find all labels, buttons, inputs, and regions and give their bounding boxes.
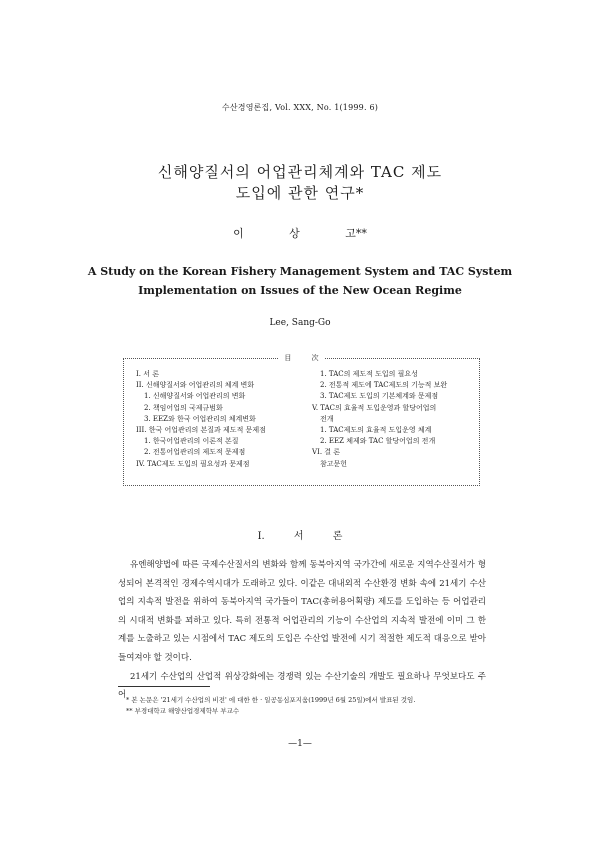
- toc-item: 참고문헌: [320, 459, 348, 468]
- toc-item: I. 서 론: [136, 370, 159, 378]
- footnote: * 본 논문은 '21세기 수산업의 비전' 에 대한 한 · 일공동심포지움(1999년 6월 25일)에서 발표된 것임.: [126, 696, 416, 704]
- toc-item: VI. 결 론: [312, 448, 341, 457]
- toc-item: 2. 전통어업관리의 제도적 문제점: [144, 448, 246, 457]
- toc-item: 2. 전통적 제도에 TAC제도의 기능적 보완: [320, 381, 448, 390]
- toc-item: 1. TAC제도의 효율적 도입운영 체계: [320, 426, 432, 435]
- toc-item: III. 한국 어업관리의 본질과 제도적 문제점: [136, 426, 266, 435]
- english-author: Lee, Sang-Go: [269, 318, 331, 328]
- paragraph: 유엔해양법에 따른 국제수산질서의 변화와 함께 동북아지역 국가간에 새로운 지역수산질서가 형성되어 본격적인 경제수역시대가 도래하고 있다. 이같은 대내외적 수산환경 변화 속에 21세기 수산업의 지속적 발전을 위하여 동북아지역 국가들이 TAC(총허용어획량) 제도를 도입하는 등 어업관리의 시대적 변화를 꾀하고 있다. 특히 전통적 어업관리의 기능이 수산업의 지속적 발전에 이미 그 한계를 노출하고 있는 시점에서 TAC 제도의 도입은 수산업 발전에 시기 적절한 제도적 대응으로 받아들여져야 할 것이다.: [118, 560, 486, 663]
- footnote-divider: [118, 686, 210, 687]
- body-text: [118, 556, 486, 705]
- english-title-line1: A Study on the Korean Fishery Management System and TAC System: [87, 265, 513, 278]
- footnote: ** 부경대학교 해양산업경제학부 부교수: [126, 707, 240, 715]
- toc-item: IV. TAC제도 도입의 필요성과 문제점: [136, 459, 250, 468]
- toc-item: 전개: [320, 414, 334, 423]
- page-number: —1—: [288, 739, 312, 749]
- section-heading: I. 서 론: [257, 531, 343, 542]
- korean-title-line2: 도입에 관한 연구*: [235, 184, 365, 202]
- toc-item: II. 신해양질서와 어업관리의 체계 변화: [136, 381, 255, 390]
- korean-title: [0, 162, 600, 204]
- korean-title-line1: 신해양질서의 어업관리체계와 TAC 제도: [157, 163, 443, 181]
- paragraph: 21세기 수산업의 산업적 위상강화에는 경쟁력 있는 수산기술의 개발도 필요하나 무엇보다도 주어: [118, 671, 486, 701]
- english-title-line2: Implementation on Issues of the New Ocean Regime: [138, 284, 462, 297]
- toc-item: 2. EEZ 체제와 TAC 할당어업의 전개: [320, 437, 436, 446]
- english-title: [0, 262, 600, 300]
- toc-right-column: [312, 369, 477, 470]
- toc-heading: [124, 353, 479, 363]
- footnotes: [118, 695, 498, 717]
- journal-citation: 수산경영론집, Vol. XXX, No. 1(1999. 6): [221, 103, 379, 112]
- toc-item: 3. EEZ와 한국 어업관리의 체계변화: [144, 414, 256, 423]
- toc-item: V. TAC의 효율적 도입운영과 할당어업의: [312, 403, 437, 412]
- table-of-contents: [123, 354, 480, 486]
- toc-item: 2. 책임어업의 국제규범화: [144, 403, 223, 412]
- toc-item: 3. TAC제도 도입의 기본체계와 문제점: [320, 392, 439, 401]
- toc-left-column: [136, 369, 306, 470]
- toc-item: 1. TAC의 제도적 도입의 필요성: [320, 370, 418, 378]
- toc-item: 1. 신해양질서와 어업관리의 변화: [144, 392, 246, 401]
- toc-heading-text: 目 次: [278, 354, 324, 362]
- toc-item: 1. 한국어업관리의 이론적 본질: [144, 437, 239, 446]
- korean-author: 이 상 고**: [233, 227, 367, 240]
